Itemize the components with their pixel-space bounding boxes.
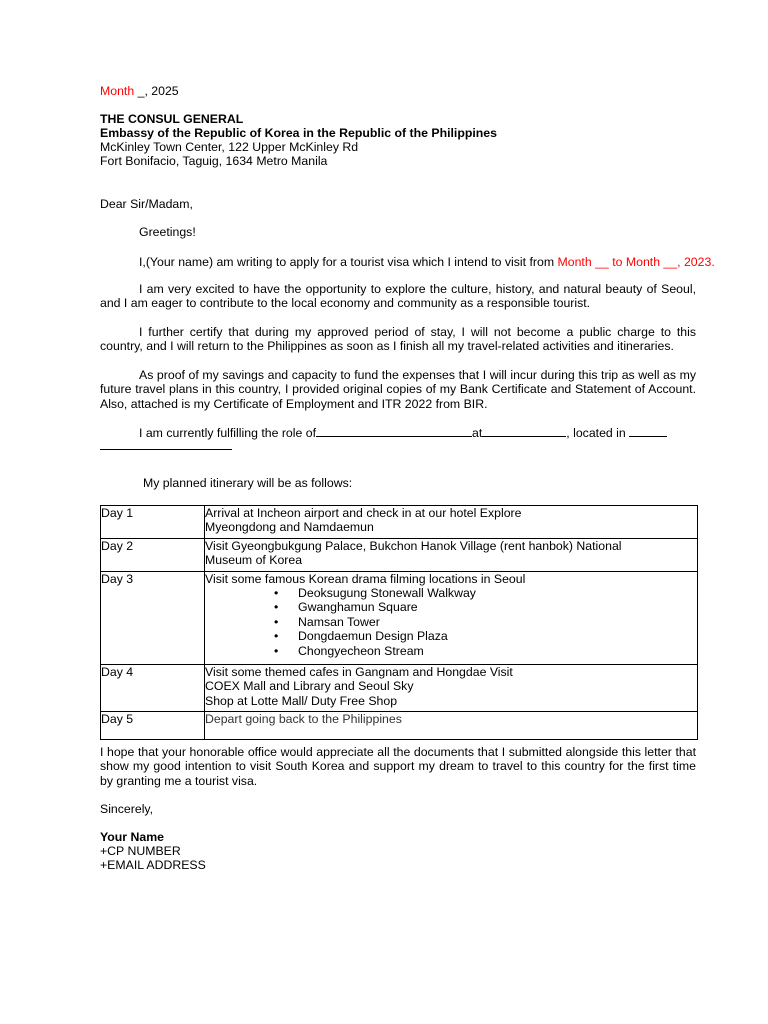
paragraph-4: As proof of my savings and capacity to fund the expenses that I will incur during this trip as well as my future travel plans in this country, I provided original copies of my Bank Certificate and Statement of Account. Also, attached is my Certificate of Employment and ITR 2022 from BIR. bbox=[100, 368, 696, 411]
signature-email: +EMAIL ADDRESS bbox=[100, 858, 206, 872]
day-4-label: Day 4 bbox=[101, 665, 205, 712]
day-4-line-2: COEX Mall and Library and Seoul Sky bbox=[205, 679, 414, 694]
recipient-embassy: Embassy of the Republic of Korea in the Republic of the Philippines bbox=[100, 126, 497, 140]
table-row bbox=[101, 506, 698, 539]
day-1-line-2: Myeongdong and Namdaemun bbox=[205, 520, 374, 535]
day-4-line-1: Visit some themed cafes in Gangnam and Hongdae Visit bbox=[205, 665, 513, 680]
day-1-label: Day 1 bbox=[101, 506, 205, 539]
day-2-activities bbox=[205, 538, 698, 571]
day-4-activities bbox=[205, 665, 698, 712]
day-3-line-1: Visit some famous Korean drama filming locations in Seoul bbox=[205, 571, 526, 586]
day-2-line-2: Museum of Korea bbox=[205, 553, 303, 568]
paragraph-3: I further certify that during my approved period of stay, I will not become a public charge to this country, and I will return to the Philippines as soon as I finish all my travel-related activities and itineraries. bbox=[100, 325, 696, 354]
closing-paragraph: I hope that your honorable office would appreciate all the documents that I submitted alongside this letter that show my good intention to visit South Korea and support my dream to travel to this country for the first time by granting me a tourist visa. bbox=[100, 745, 696, 788]
at-label: at bbox=[472, 426, 483, 440]
role-label: I am currently fulfilling the role of bbox=[139, 426, 317, 440]
signature-phone: +CP NUMBER bbox=[100, 844, 181, 858]
table-row bbox=[101, 538, 698, 571]
paragraph-5 bbox=[139, 424, 667, 440]
salutation: Dear Sir/Madam, bbox=[100, 197, 193, 211]
located-label: , located in bbox=[566, 426, 630, 440]
sincerely: Sincerely, bbox=[100, 802, 154, 816]
table-row bbox=[101, 712, 698, 739]
day-5-label: Day 5 bbox=[101, 712, 205, 739]
day-3-bullet-list bbox=[205, 586, 697, 658]
list-item: • Dongdaemun Design Plaza bbox=[298, 629, 697, 643]
location-blank-continued bbox=[100, 449, 232, 450]
recipient-address-1: McKinley Town Center, 122 Upper McKinley Rd bbox=[100, 140, 359, 154]
list-item: • Gwanghamun Square bbox=[298, 600, 697, 614]
recipient-title: THE CONSUL GENERAL bbox=[100, 112, 244, 126]
paragraph-1-text: I,(Your name) am writing to apply for a tourist visa which I intend to visit from bbox=[139, 255, 558, 269]
day-3-activities bbox=[205, 571, 698, 664]
recipient-address-2: Fort Bonifacio, Taguig, 1634 Metro Manila bbox=[100, 154, 328, 168]
date-month: Month bbox=[100, 84, 135, 98]
day-2-label: Day 2 bbox=[101, 538, 205, 571]
day-1-line-1: Arrival at Incheon airport and check in at our hotel Explore bbox=[205, 506, 522, 520]
list-item: • Deoksugung Stonewall Walkway bbox=[298, 586, 697, 600]
table-row bbox=[101, 665, 698, 712]
company-blank bbox=[482, 424, 566, 437]
list-item: • Chongyecheon Stream bbox=[298, 644, 697, 658]
itinerary-table bbox=[100, 505, 698, 740]
list-item: • Namsan Tower bbox=[298, 615, 697, 629]
day-4-line-3: Shop at Lotte Mall/ Duty Free Shop bbox=[205, 693, 398, 708]
day-2-line-1: Visit Gyeongbukgung Palace, Bukchon Hanok Village (rent hanbok) National bbox=[205, 538, 622, 553]
day-3-label: Day 3 bbox=[101, 571, 205, 664]
itinerary-intro: My planned itinerary will be as follows: bbox=[143, 476, 353, 490]
paragraph-2: I am very excited to have the opportunity to explore the culture, history, and natural beauty of Seoul, and I am eager to contribute to the local economy and community as a responsible tourist. bbox=[100, 282, 696, 311]
signature-name: Your Name bbox=[100, 830, 165, 844]
date-rest: _, 2025 bbox=[134, 84, 179, 98]
paragraph-1 bbox=[139, 255, 715, 269]
greeting: Greetings! bbox=[139, 225, 196, 239]
role-blank bbox=[316, 424, 472, 437]
date-line bbox=[100, 84, 179, 98]
location-blank bbox=[629, 424, 667, 437]
paragraph-1-dates: Month __ to Month __, 2023. bbox=[557, 255, 715, 269]
day-5-activities bbox=[205, 712, 698, 739]
day-1-activities bbox=[205, 506, 698, 539]
table-row bbox=[101, 571, 698, 664]
day-5-line-1: Depart going back to the Philippines bbox=[205, 712, 402, 727]
